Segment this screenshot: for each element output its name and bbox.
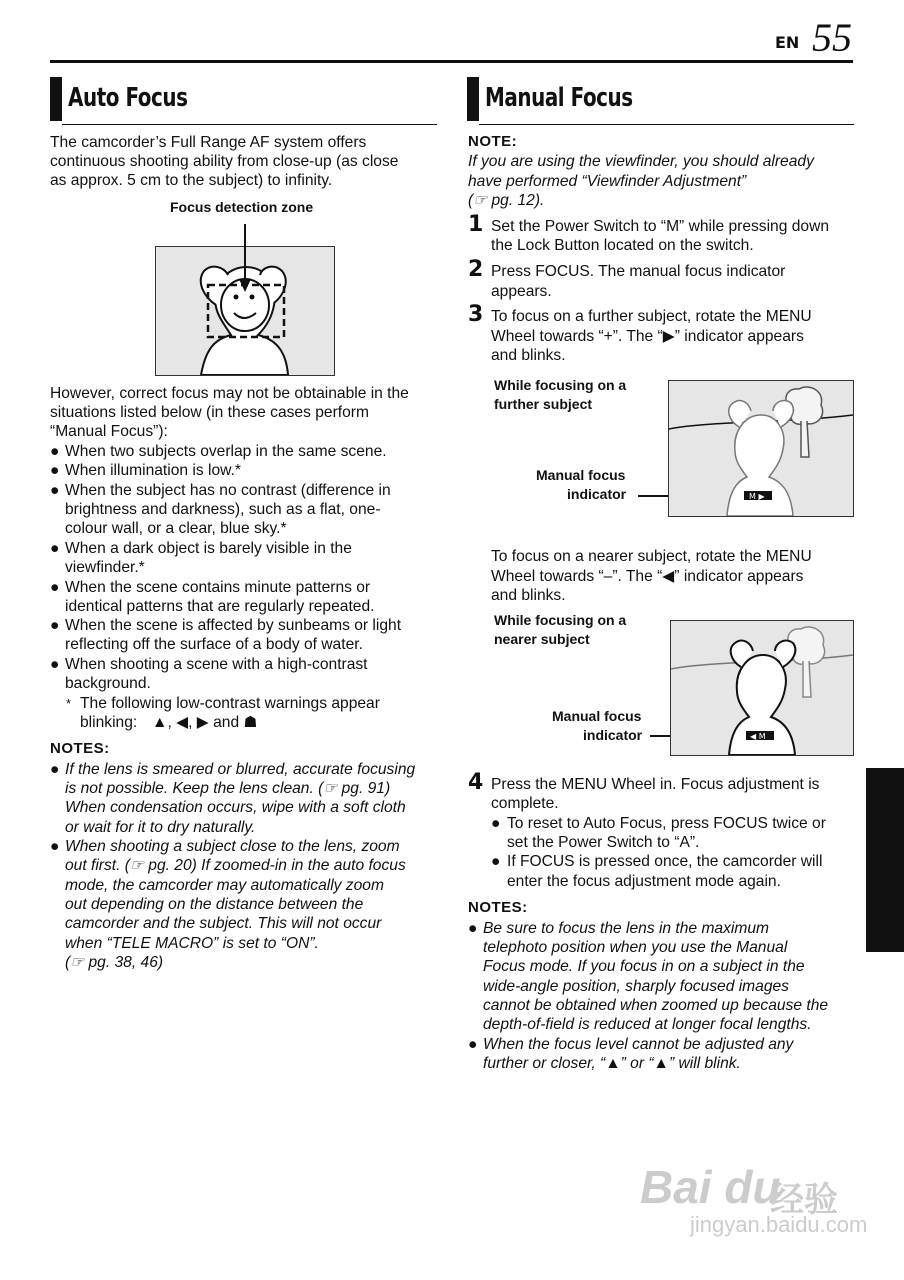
step-4-number: 4 [468, 770, 484, 795]
auto-focus-rule [62, 124, 437, 125]
header-rule [50, 60, 853, 63]
tree-icon [788, 627, 825, 697]
far-warning-icon: ▲ [152, 714, 168, 731]
tree-icon [786, 387, 823, 457]
step-2-text: Press FOCUS. The manual focus indicator [491, 263, 786, 280]
further-subject-illustration [668, 380, 854, 517]
step-1-number: 1 [468, 212, 484, 237]
nearer-subject-illustration [670, 620, 854, 756]
list-item: To reset to Auto Focus, press FOCUS twice or [507, 815, 826, 832]
page-number: 55 [812, 15, 852, 60]
fig1-label: While focusing on a [494, 377, 627, 393]
note-heading: NOTE: [468, 133, 518, 150]
fig1-indicator-label: Manual focus [536, 467, 626, 483]
step-4-text: Press the MENU Wheel in. Focus adjustment is [491, 776, 820, 793]
svg-text:M ▶: M ▶ [749, 492, 765, 501]
watermark-cn: 经验 [770, 1181, 838, 1219]
svg-text:◀ M: ◀ M [750, 732, 766, 741]
manual-focus-title: Manual Focus [485, 83, 633, 113]
step-3-text: To focus on a further subject, rotate the MENU [491, 308, 812, 325]
step-1-text: Set the Power Switch to “M” while pressing down [491, 218, 830, 235]
section-bar-auto [50, 77, 62, 121]
left-warning-icon: ◀ [176, 714, 189, 731]
list-item: When shooting a scene with a high-contrast [65, 656, 368, 673]
notes-heading-left: NOTES: [50, 740, 110, 757]
list-item: When the scene is affected by sunbeams or light [65, 617, 402, 634]
section-bar-manual [467, 77, 479, 121]
list-item: When illumination is low.* [65, 462, 241, 479]
fig2-indicator-label: Manual focus [552, 708, 642, 724]
list-item: When a dark object is barely visible in the [65, 540, 352, 557]
fig2-label: While focusing on a [494, 612, 627, 628]
focus-zone-pointer [235, 224, 255, 294]
manual-focus-rule [479, 124, 854, 125]
list-item: When two subjects overlap in the same scene. [65, 443, 387, 460]
list-item: If FOCUS is pressed once, the camcorder will [507, 853, 823, 870]
near-warning-icon: ☗ [243, 714, 258, 731]
notes-heading-right: NOTES: [468, 899, 528, 916]
watermark-logo: Bai du [640, 1161, 781, 1213]
list-item: When the subject has no contrast (difference in [65, 482, 391, 499]
warning-icons: ▲, ◀, ▶ and ☗ [152, 714, 258, 731]
step-2-number: 2 [468, 257, 484, 282]
step-3-number: 3 [468, 302, 484, 327]
chapter-tab [866, 768, 904, 952]
language-label: EN [775, 33, 800, 52]
auto-focus-title: Auto Focus [68, 83, 188, 113]
focus-zone-label: Focus detection zone [170, 199, 314, 215]
list-item: When the scene contains minute patterns or [65, 579, 371, 596]
watermark-url: jingyan.baidu.com [690, 1212, 868, 1237]
right-warning-icon: ▶ [196, 714, 209, 731]
